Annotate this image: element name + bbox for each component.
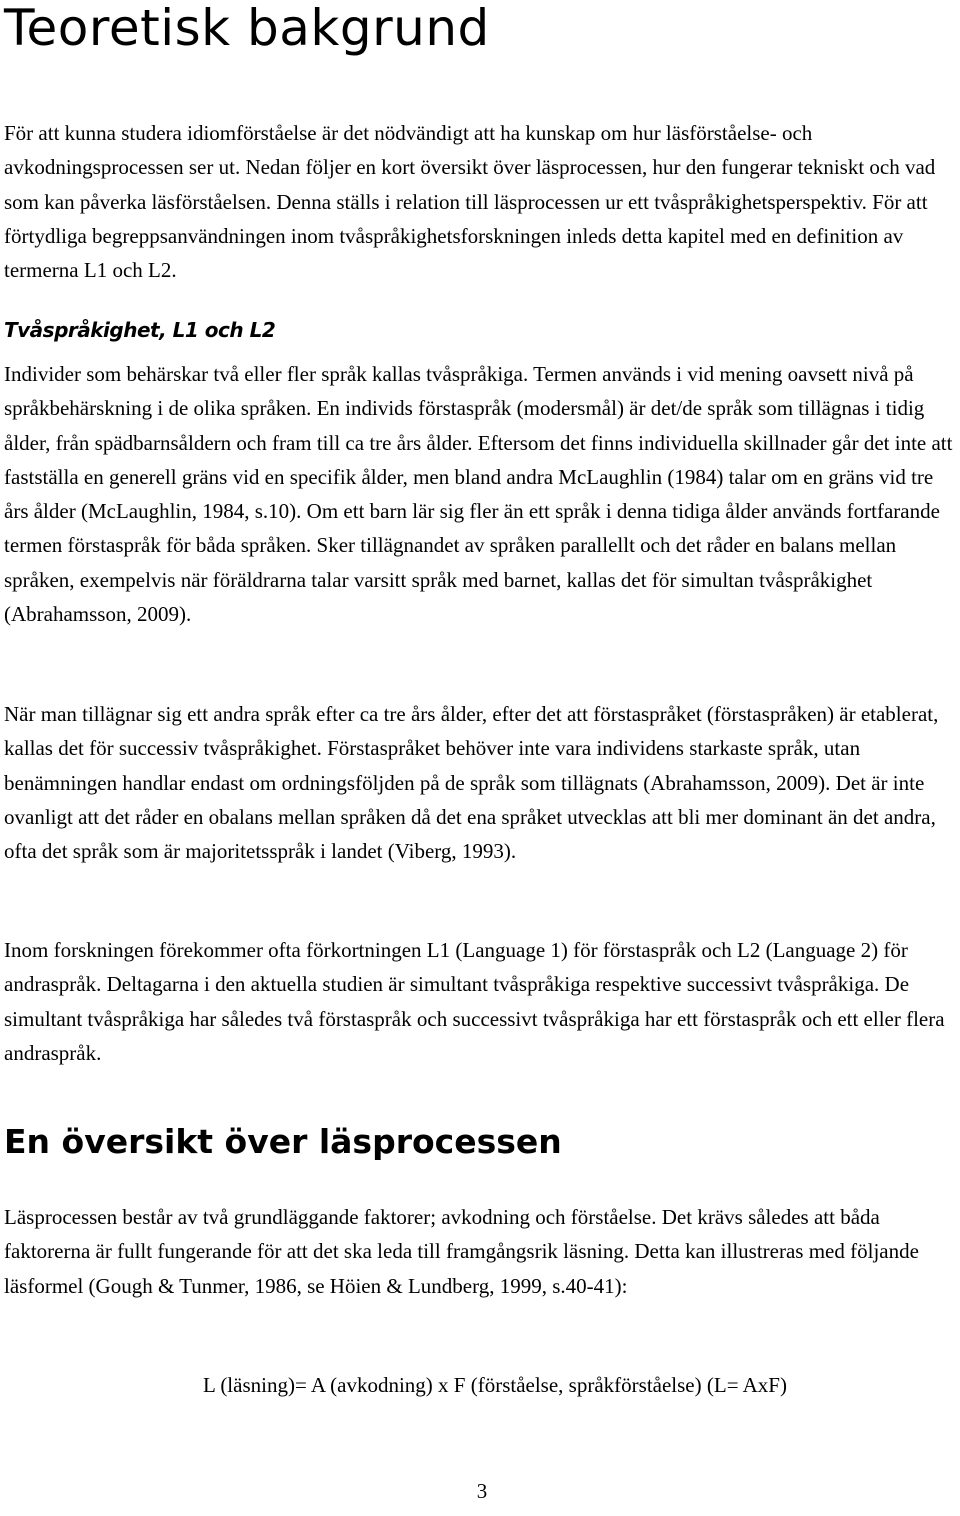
bilingualism-paragraph-2: När man tillägnar sig ett andra språk efter ca tre års ålder, efter det att förstaspråket (förstaspråken) är etablerat, kallas det för successiv tvåspråkighet. Förstaspråket behöver inte vara individens starkaste språk, utan benämningen handlar endast om ordningsföljden på de språk som tillägnats (Abrahamsson, 2009). Det är inte ovanligt att det råder en obalans mellan språken då det ena språket utvecklas att bli mer dominant än det andra, ofta det språk som är majoritetsspråk i landet (Viberg, 1993). xyxy=(4,702,939,864)
subheading-bilingualism: Tvåspråkighet, L1 och L2 xyxy=(4,318,276,342)
bilingualism-paragraph-3: Inom forskningen förekommer ofta förkortningen L1 (Language 1) för förstaspråk och L2 (Language 2) för andraspråk. Deltagarna i den aktuella studien är simultant tvåspråkiga respektive successivt tvåspråkiga. De simultant tvåspråkiga har således två förstaspråk och successivt tvåspråkiga har ett förstaspråk och ett eller flera andraspråk. xyxy=(4,938,945,1065)
page-number: 3 xyxy=(476,1479,488,1503)
overview-paragraph: Läsprocessen består av två grundläggande faktorer; avkodning och förståelse. Det krävs således att båda faktorerna är fullt fungerande för att det ska leda till framgångsrik läsning. Detta kan illustreras med följande läsformel (Gough & Tunmer, 1986, se Höien & Lundberg, 1999, s.40-41): xyxy=(4,1205,919,1298)
overview-heading: En översikt över läsprocessen xyxy=(4,1122,562,1161)
reading-formula: L (läsning)= A (avkodning) x F (förståelse, språkförståelse) (L= AxF) xyxy=(203,1373,787,1397)
main-heading: Teoretisk bakgrund xyxy=(4,0,490,57)
intro-paragraph: För att kunna studera idiomförståelse är det nödvändigt att ha kunskap om hur läsförståelse- och avkodningsprocessen ser ut. Nedan följer en kort översikt över läsprocessen, hur den fungerar tekniskt och vad som kan påverka läsförståelsen. Denna ställs i relation till läsprocessen ur ett tvåspråkighetsperspektiv. För att förtydliga begreppsanvändningen inom tvåspråkighetsforskningen inleds detta kapitel med en definition av termerna L1 och L2. xyxy=(4,121,936,283)
bilingualism-paragraph-1: Individer som behärskar två eller fler språk kallas tvåspråkiga. Termen används i vid mening oavsett nivå på språkbehärskning i de olika språken. En individs förstaspråk (modersmål) är det/de språk som tillägnas i tidig ålder, från spädbarnsåldern och fram till ca tre års ålder. Eftersom det finns individuella skillnader går det inte att fastställa en generell gräns vid en specifik ålder, men bland andra McLaughlin (1984) talar om en gräns vid tre års ålder (McLaughlin, 1984, s.10). Om ett barn lär sig fler än ett språk i denna tidiga ålder används fortfarande termen förstaspråk för båda språken. Sker tillägnandet av språken parallellt och det råder en balans mellan språken, exempelvis när föräldrarna talar varsitt språk med barnet, kallas det för simultan tvåspråkighet (Abrahamsson, 2009). xyxy=(4,362,953,627)
